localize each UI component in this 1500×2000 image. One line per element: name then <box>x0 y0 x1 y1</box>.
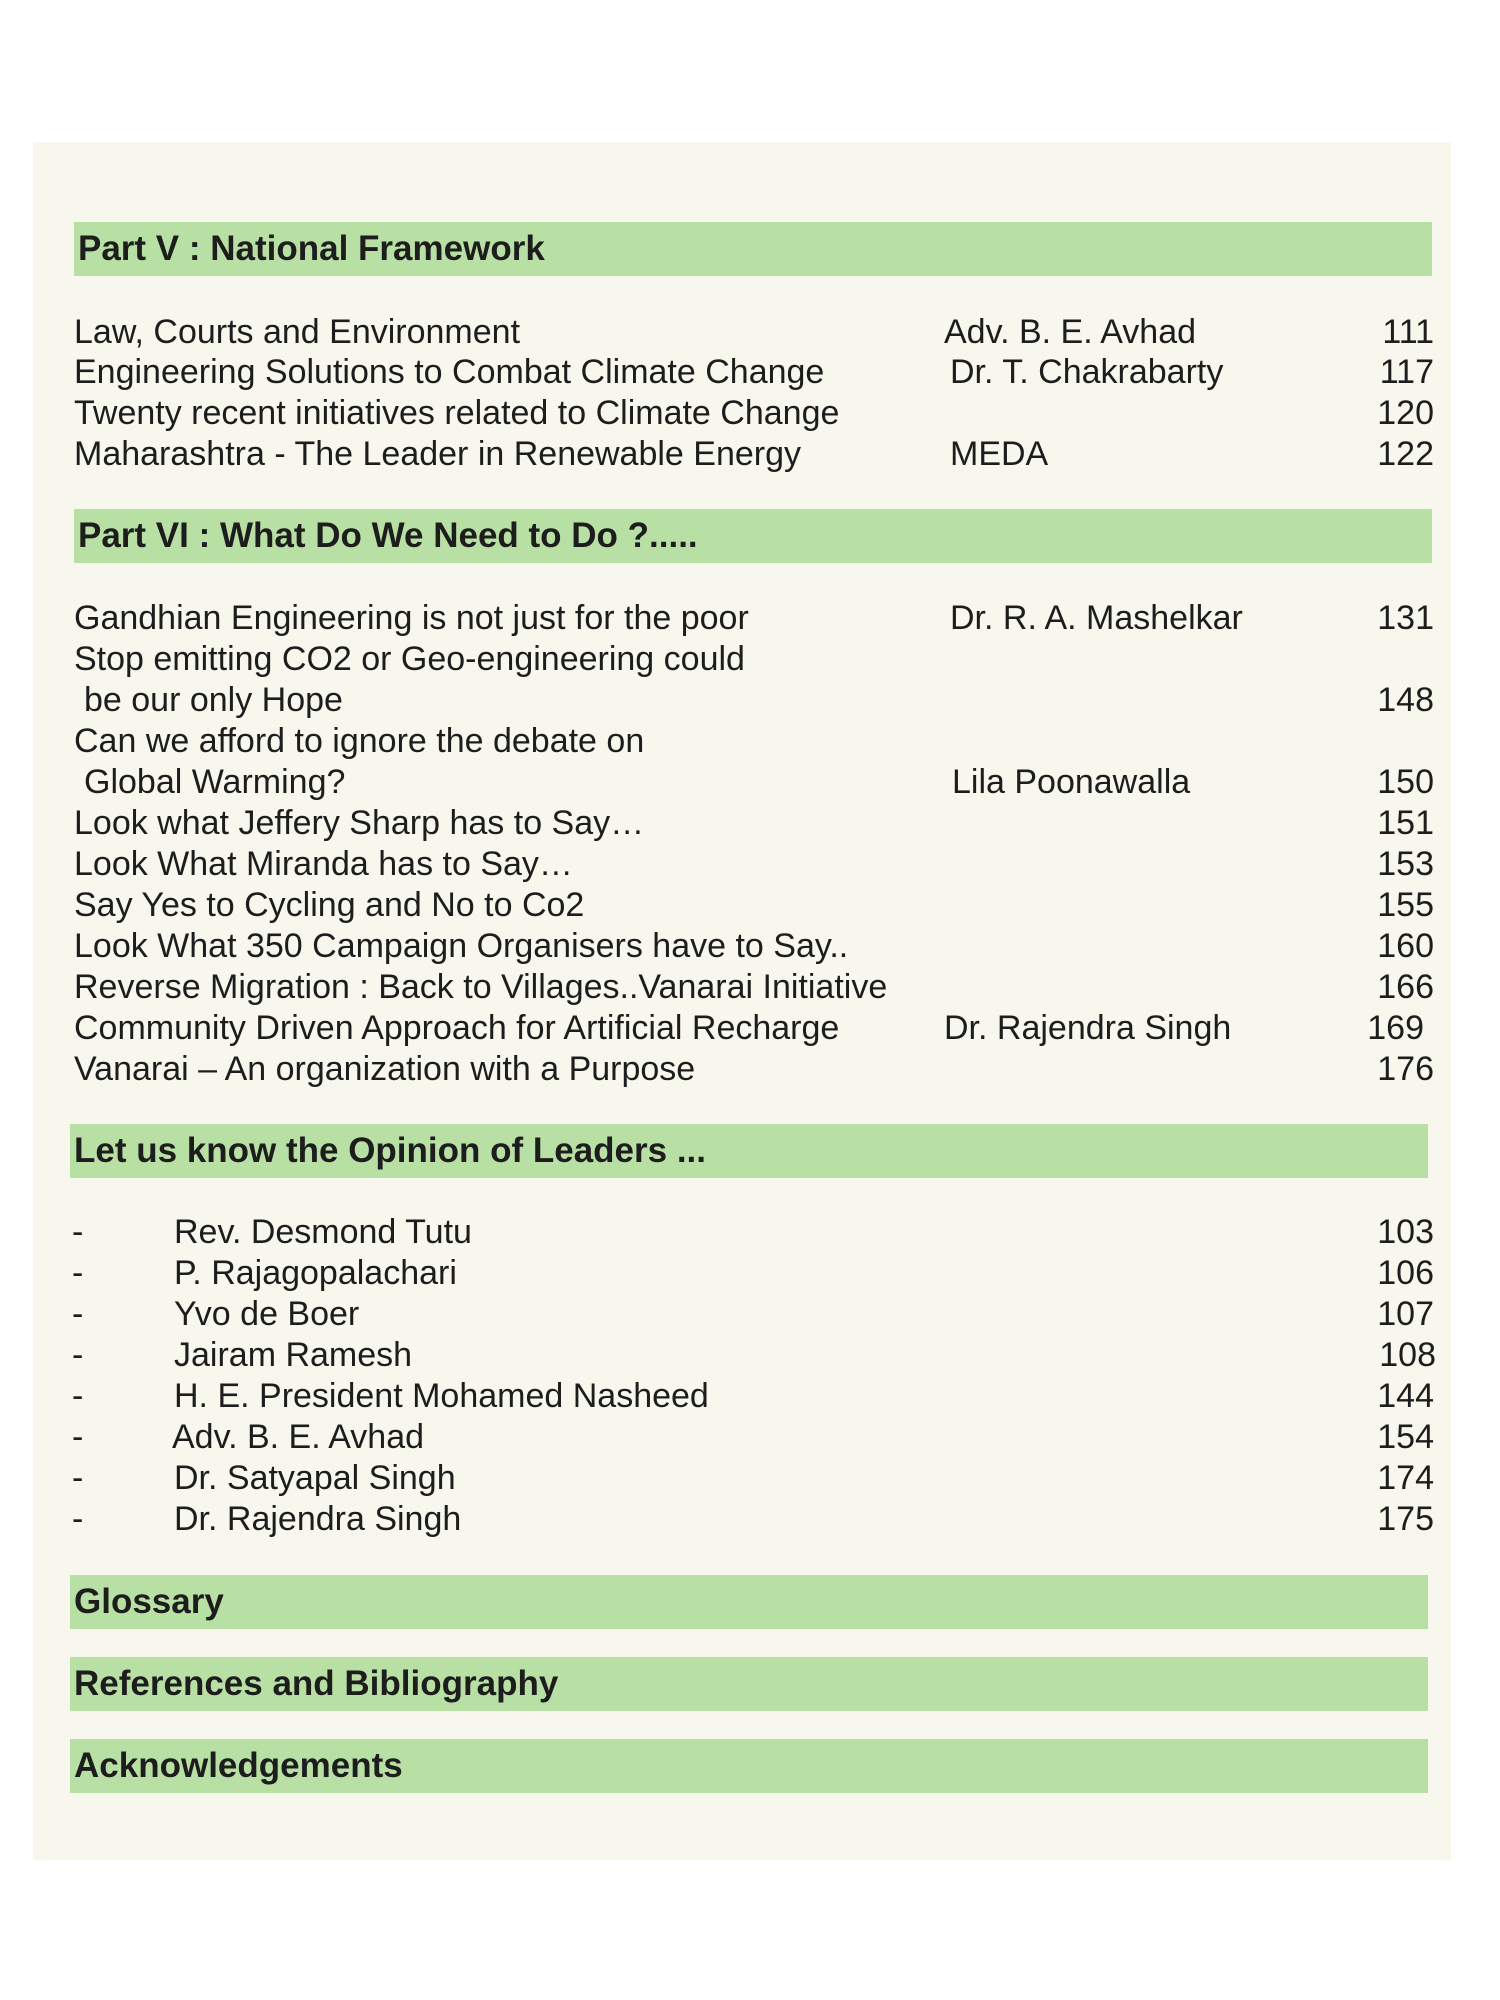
leader-row <box>0 1499 1500 1539</box>
toc-row <box>0 312 1500 352</box>
leader-row <box>0 1335 1500 1375</box>
toc-row <box>0 1008 1500 1048</box>
leader-row <box>0 1212 1500 1252</box>
toc-page-number: 144 <box>1377 1377 1434 1415</box>
toc-title: Look what Jeffery Sharp has to Say… <box>74 804 645 842</box>
toc-page-number: 154 <box>1377 1418 1434 1456</box>
list-dash: - <box>72 1254 84 1292</box>
toc-page-number: 103 <box>1377 1213 1434 1251</box>
toc-page-number: 106 <box>1377 1254 1434 1292</box>
toc-page-number: 111 <box>1382 313 1434 351</box>
leader-row <box>0 1376 1500 1416</box>
toc-row <box>0 1049 1500 1089</box>
toc-row <box>0 967 1500 1007</box>
toc-page-number: 176 <box>1377 1050 1434 1088</box>
list-dash: - <box>72 1500 84 1538</box>
leader-row <box>0 1417 1500 1457</box>
toc-page-number: 150 <box>1377 763 1434 801</box>
toc-page-number: 174 <box>1377 1459 1434 1497</box>
toc-page-number: 122 <box>1377 435 1434 473</box>
leader-name: Rev. Desmond Tutu <box>174 1213 472 1251</box>
leader-name: Dr. Rajendra Singh <box>174 1500 462 1538</box>
toc-author: MEDA <box>950 435 1049 473</box>
references-heading: References and Bibliography <box>70 1657 1428 1711</box>
leader-name: Yvo de Boer <box>174 1295 360 1333</box>
toc-author: Dr. Rajendra Singh <box>944 1009 1232 1047</box>
toc-row <box>0 721 1500 761</box>
list-dash: - <box>72 1418 84 1456</box>
leader-row <box>0 1294 1500 1334</box>
toc-page-number: 153 <box>1377 845 1434 883</box>
list-dash: - <box>72 1213 84 1251</box>
acknowledgements-heading: Acknowledgements <box>70 1739 1428 1793</box>
toc-title: Look What Miranda has to Say… <box>74 845 573 883</box>
toc-title: Look What 350 Campaign Organisers have to Say.. <box>74 927 849 965</box>
list-dash: - <box>72 1459 84 1497</box>
leader-name: Jairam Ramesh <box>174 1336 413 1374</box>
toc-page-number: 151 <box>1377 804 1434 842</box>
toc-row <box>0 762 1500 802</box>
leader-name: Adv. B. E. Avhad <box>172 1418 425 1456</box>
toc-page-number: 120 <box>1377 394 1434 432</box>
toc-title: be our only Hope <box>84 681 343 719</box>
toc-page-number: 108 <box>1379 1336 1436 1374</box>
toc-row <box>0 352 1500 392</box>
toc-page-number: 148 <box>1377 681 1434 719</box>
toc-author: Dr. R. A. Mashelkar <box>950 599 1243 637</box>
toc-title: Community Driven Approach for Artificial Recharge <box>74 1009 840 1047</box>
leader-row <box>0 1458 1500 1498</box>
toc-row <box>0 803 1500 843</box>
toc-page-number: 166 <box>1377 968 1434 1006</box>
leader-name: Dr. Satyapal Singh <box>174 1459 456 1497</box>
toc-title: Reverse Migration : Back to Villages..Vanarai Initiative <box>74 968 888 1006</box>
toc-page-number: 131 <box>1377 599 1434 637</box>
toc-title: Can we afford to ignore the debate on <box>74 722 645 760</box>
part-v-heading: Part V : National Framework <box>74 222 1432 276</box>
toc-title: Vanarai – An organization with a Purpose <box>74 1050 696 1088</box>
list-dash: - <box>72 1336 84 1374</box>
toc-title: Global Warming? <box>84 763 346 801</box>
list-dash: - <box>72 1377 84 1415</box>
toc-page-number: 155 <box>1377 886 1434 924</box>
toc-title: Say Yes to Cycling and No to Co2 <box>74 886 585 924</box>
toc-row <box>0 434 1500 474</box>
toc-row <box>0 598 1500 638</box>
leader-name: H. E. President Mohamed Nasheed <box>174 1377 709 1415</box>
toc-author: Dr. T. Chakrabarty <box>950 353 1224 391</box>
leaders-heading: Let us know the Opinion of Leaders ... <box>70 1124 1428 1178</box>
leader-row <box>0 1253 1500 1293</box>
toc-row <box>0 393 1500 433</box>
toc-page-number: 169 <box>1367 1009 1424 1047</box>
toc-page-number: 117 <box>1379 353 1434 391</box>
toc-row <box>0 680 1500 720</box>
toc-title: Gandhian Engineering is not just for the poor <box>74 599 749 637</box>
toc-row <box>0 844 1500 884</box>
leader-name: P. Rajagopalachari <box>174 1254 457 1292</box>
toc-row <box>0 639 1500 679</box>
toc-title: Maharashtra - The Leader in Renewable Energy <box>74 435 802 473</box>
toc-row <box>0 926 1500 966</box>
toc-page-number: 107 <box>1377 1295 1434 1333</box>
list-dash: - <box>72 1295 84 1333</box>
toc-row <box>0 885 1500 925</box>
toc-title: Twenty recent initiatives related to Climate Change <box>74 394 840 432</box>
glossary-heading: Glossary <box>70 1575 1428 1629</box>
toc-author: Lila Poonawalla <box>952 763 1191 801</box>
toc-title: Engineering Solutions to Combat Climate Change <box>74 353 825 391</box>
toc-page-number: 175 <box>1377 1500 1434 1538</box>
toc-title: Law, Courts and Environment <box>74 313 521 351</box>
part-vi-heading: Part VI : What Do We Need to Do ?..... <box>74 509 1432 563</box>
toc-title: Stop emitting CO2 or Geo-engineering could <box>74 640 745 678</box>
toc-author: Adv. B. E. Avhad <box>944 313 1197 351</box>
toc-page-number: 160 <box>1377 927 1434 965</box>
